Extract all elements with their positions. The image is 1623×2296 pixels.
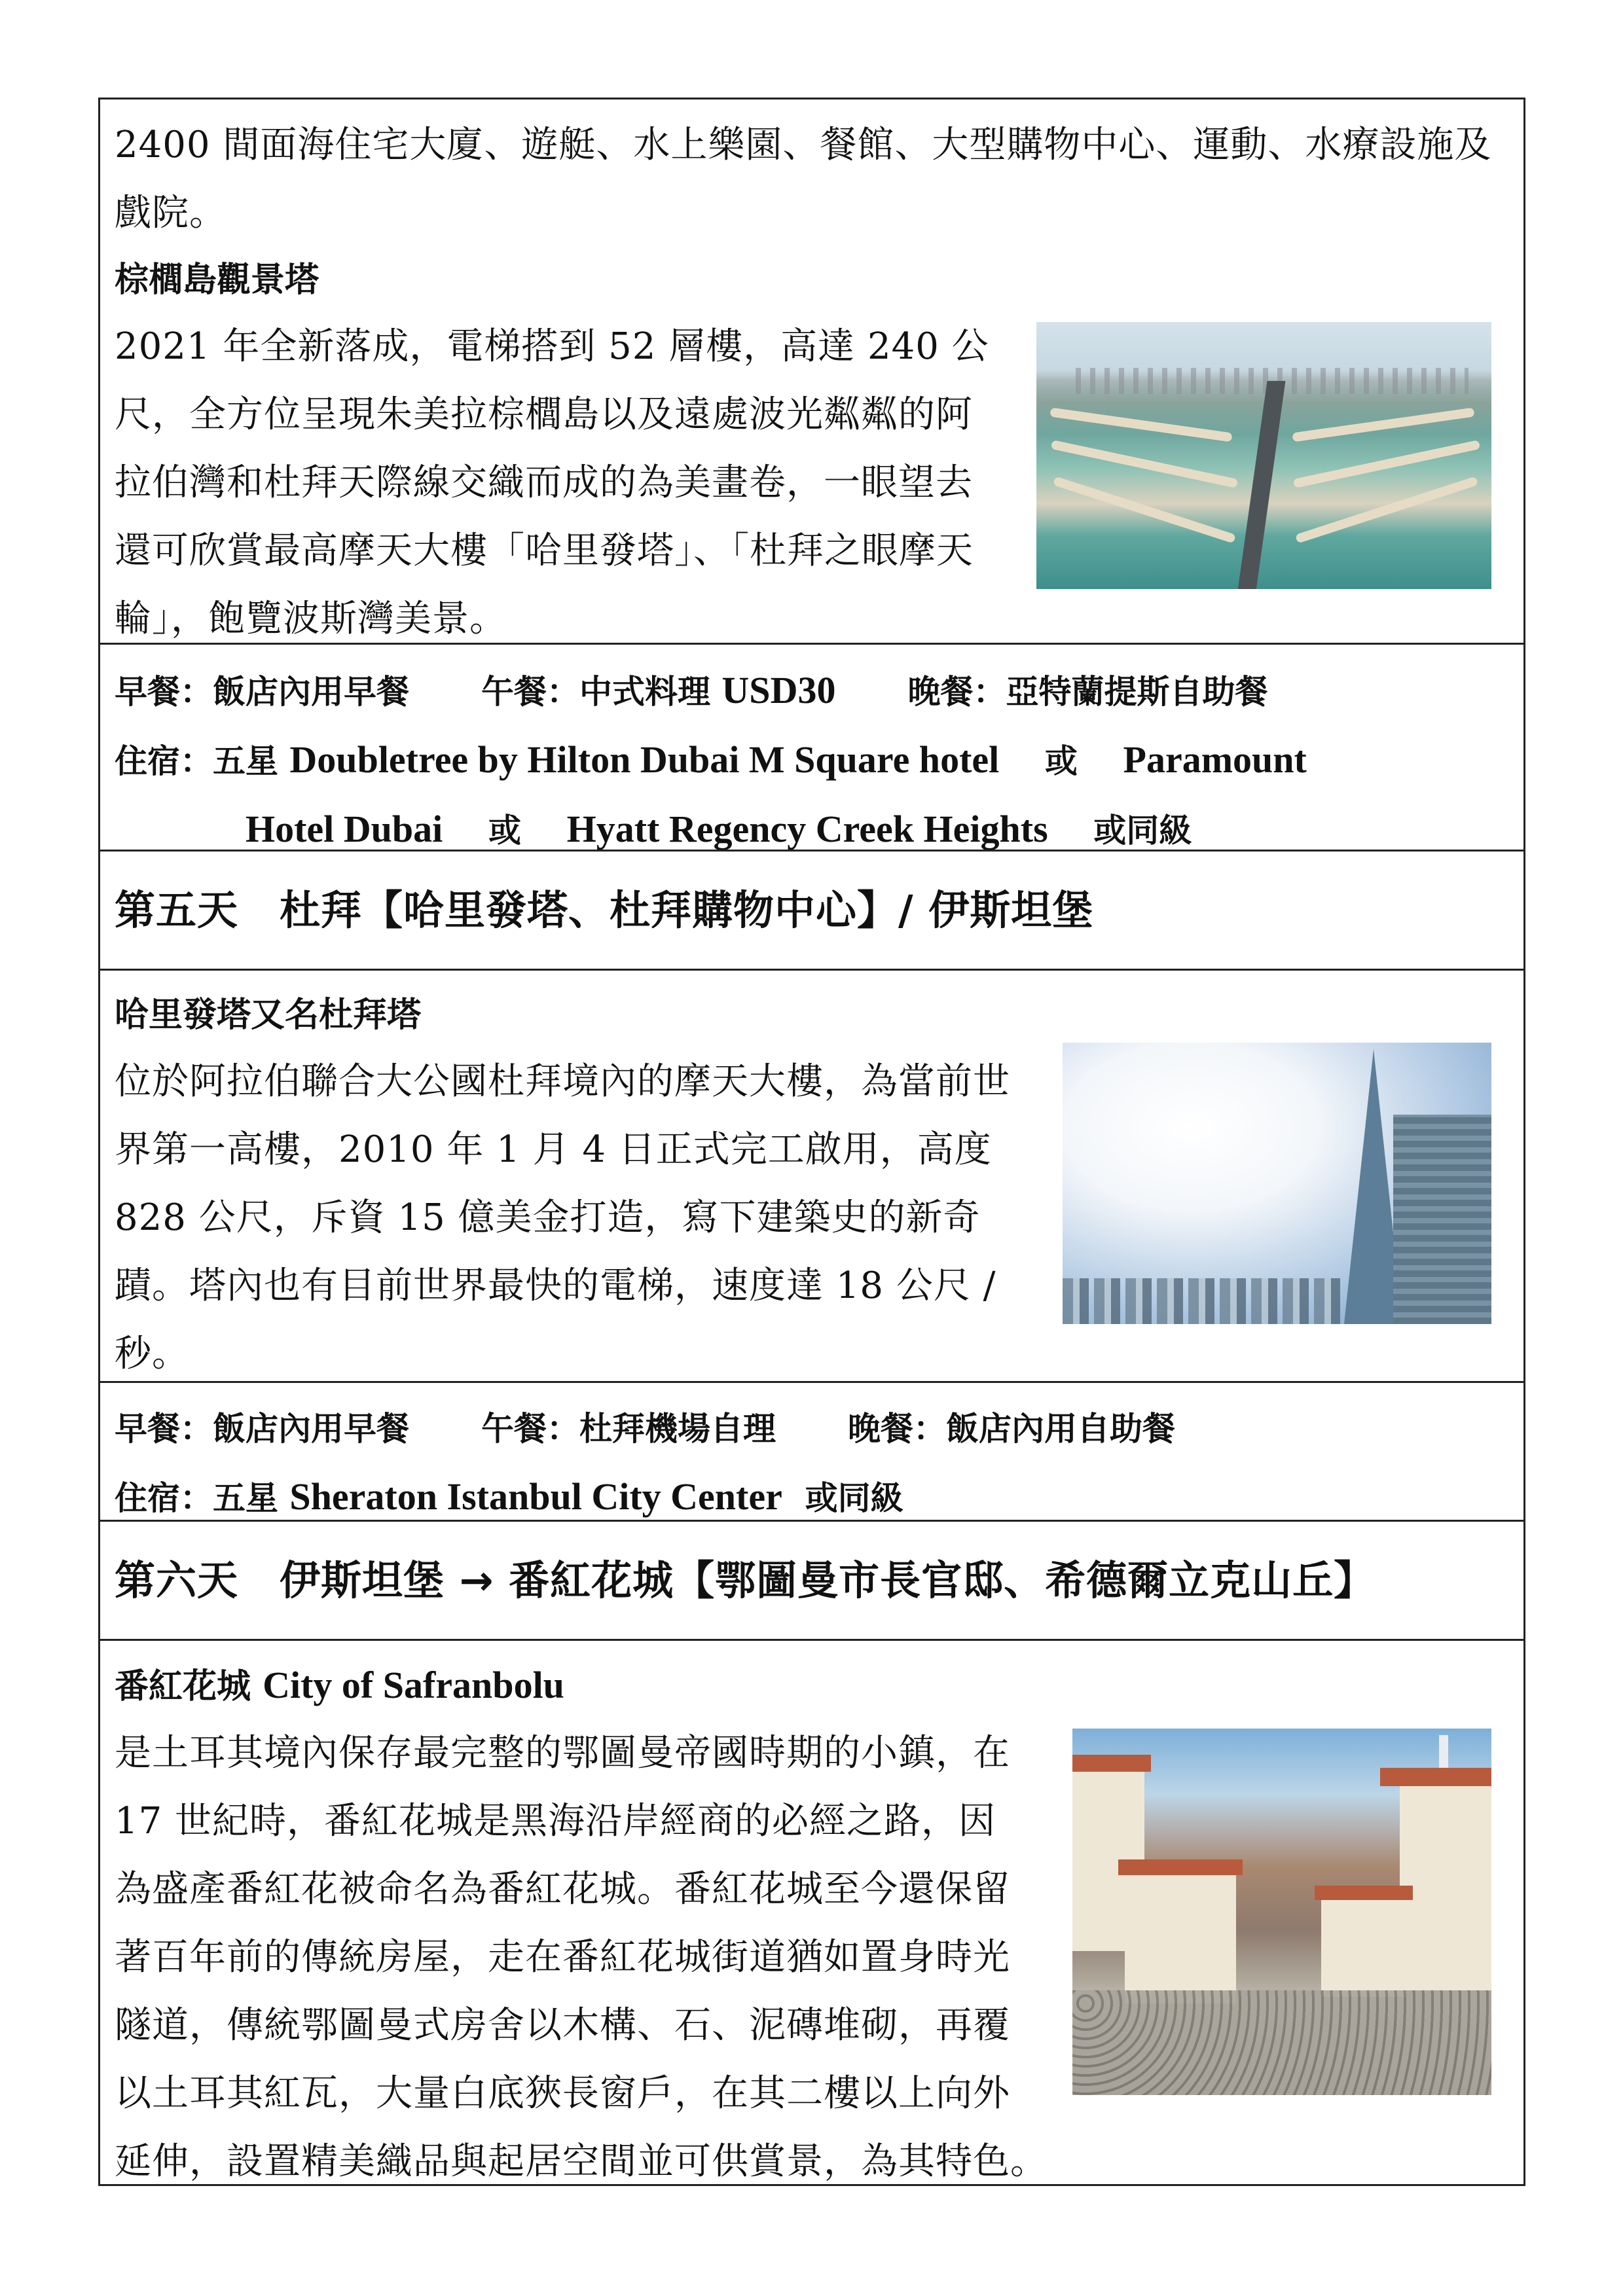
meals-line — [115, 656, 1509, 726]
palm-line: 尺，全方位呈現朱美拉棕櫚島以及遠處波光粼粼的阿 — [115, 393, 973, 436]
heading-en: City of Safranbolu — [263, 1664, 564, 1706]
day5-title: 第五天 杜拜【哈里發塔、杜拜購物中心】/ 伊斯坦堡 — [115, 886, 1094, 934]
palm-line: 還可欣賞最高摩天大樓「哈里發塔」、「杜拜之眼摩天 — [115, 529, 974, 572]
hotel-sheraton: Sheraton Istanbul City Center — [289, 1475, 782, 1518]
burj-line: 界第一高樓，2010 年 1 月 4 日正式完工啟用，高度 — [115, 1128, 992, 1171]
burj-khalifa-photo — [1063, 1043, 1491, 1324]
day5-meals — [100, 1381, 1523, 1520]
safranbolu-heading — [115, 1653, 1509, 1719]
hotel-doubletree: Doubletree by Hilton Dubai M Square hotel — [289, 738, 1000, 781]
breakfast: 早餐：飯店內用早餐 — [115, 1410, 409, 1448]
day5-title-row — [100, 850, 1523, 969]
or-text: 或 — [1044, 742, 1078, 780]
burj-paragraph — [115, 1048, 1025, 1388]
lunch: 午餐：中式料理 — [481, 673, 722, 711]
burj-line: 828 公尺，斥資 15 億美金打造，寫下建築史的新奇 — [115, 1196, 981, 1239]
intro-line-2: 戲院。 — [115, 192, 227, 234]
safranbolu-photo — [1072, 1729, 1491, 2095]
burj-line: 秒。 — [115, 1333, 189, 1375]
hotel-hyatt: Hyatt Regency Creek Heights — [566, 808, 1048, 850]
safranbolu-line: 17 世紀時，番紅花城是黑海沿岸經商的必經之路，因 — [115, 1800, 996, 1842]
meals-line — [115, 1395, 1509, 1463]
safranbolu-paragraph — [115, 1719, 1025, 2128]
safranbolu-line: 延伸，設置精美織品與起居空間並可供賞景，為其特色。 — [115, 2140, 1048, 2183]
day4-meals — [100, 643, 1523, 850]
itinerary-table — [98, 98, 1525, 2186]
safranbolu-line: 著百年前的傳統房屋，走在番紅花城街道猶如置身時光 — [115, 1936, 1010, 1979]
lodging-line — [115, 726, 1509, 795]
safranbolu-section — [100, 1639, 1523, 2184]
or-equivalent: 或同級 — [805, 1479, 903, 1517]
dinner: 晚餐：亞特蘭提斯自助餐 — [907, 673, 1268, 711]
breakfast: 早餐：飯店內用早餐 — [115, 673, 409, 711]
or-equivalent: 或同級 — [1093, 812, 1192, 850]
lodging-label: 住宿：五星 — [115, 742, 290, 780]
or-text: 或 — [488, 812, 521, 850]
palm-island-photo — [1036, 322, 1491, 589]
palm-paragraph — [115, 313, 1025, 653]
palm-view-heading: 棕櫚島觀景塔 — [115, 260, 319, 300]
safranbolu-line: 為盛產番紅花被命名為番紅花城。番紅花城至今還保留 — [115, 1868, 1010, 1910]
intro-line-1: 2400 間面海住宅大廈、遊艇、水上樂園、餐館、大型購物中心、運動、水療設施及 — [115, 124, 1492, 166]
lodging-label: 住宿：五星 — [115, 1479, 290, 1517]
heading-cn: 番紅花城 — [115, 1667, 263, 1706]
day6-title-row — [100, 1520, 1523, 1639]
safranbolu-line: 以土耳其紅瓦，大量白底狹長窗戶，在其二樓以上向外 — [115, 2072, 1010, 2115]
safranbolu-line: 隧道，傳統鄂圖曼式房舍以木構、石、泥磚堆砌，再覆 — [115, 2004, 1010, 2047]
hotel-paramount: Paramount — [1123, 738, 1307, 781]
lunch: 午餐：杜拜機場自理 — [481, 1410, 776, 1448]
safranbolu-line: 是土耳其境內保存最完整的鄂圖曼帝國時期的小鎮，在 — [115, 1732, 1010, 1774]
hotel-paramount-cont: Hotel Dubai — [246, 808, 443, 850]
burj-heading: 哈里發塔又名杜拜塔 — [115, 996, 422, 1035]
burj-line: 位於阿拉伯聯合大公國杜拜境內的摩天大樓，為當前世 — [115, 1060, 1010, 1103]
lunch-price: USD30 — [721, 669, 836, 711]
burj-section — [100, 969, 1523, 1381]
dinner: 晚餐：飯店內用自助餐 — [848, 1410, 1175, 1448]
palm-section — [100, 99, 1523, 643]
day6-title: 第六天 伊斯坦堡 → 番紅花城【鄂圖曼市長官邸、希德爾立克山丘】 — [115, 1556, 1376, 1604]
burj-line: 蹟。塔內也有目前世界最快的電梯，速度達 18 公尺 / — [115, 1265, 996, 1307]
palm-line: 2021 年全新落成，電梯搭到 52 層樓，高達 240 公 — [115, 325, 989, 368]
palm-line: 拉伯灣和杜拜天際線交織而成的為美畫卷，一眼望去 — [115, 461, 973, 504]
palm-line: 輪」，飽覽波斯灣美景。 — [115, 598, 507, 640]
